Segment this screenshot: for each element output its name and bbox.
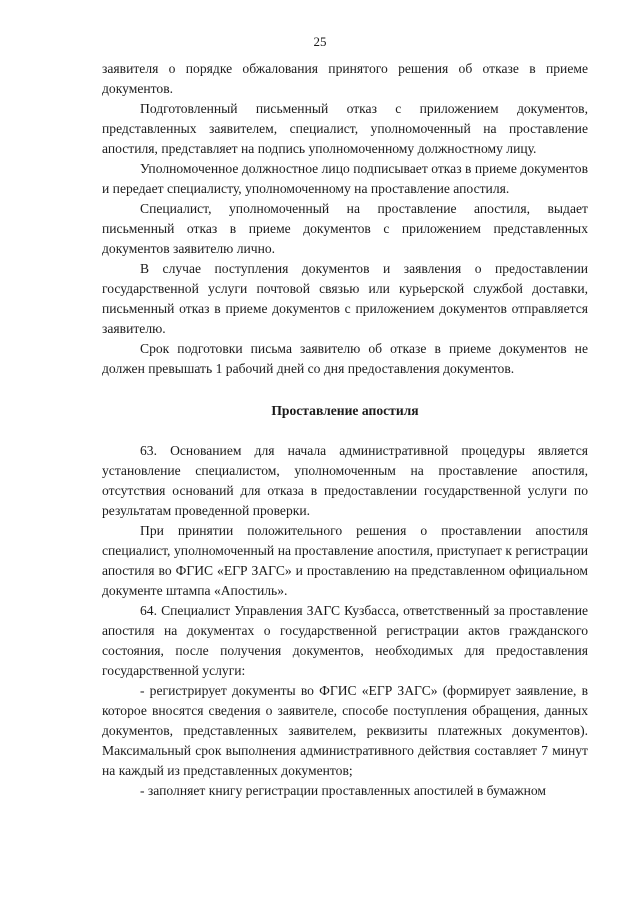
paragraph-refusal-mailed: В случае поступления документов и заявления о предоставлении государственной услуги почтовой связью или курьерской службой доставки, письменный отказ в приеме документов с приложением документов отправляется заявителю. [102,261,588,336]
paragraph-refusal-issued: Специалист, уполномоченный на проставление апостиля, выдает письменный отказ в приеме документов с приложением представленных документов заявителю лично. [102,201,588,256]
document-body [102,59,588,801]
list-item-registration: - регистрирует документы во ФГИС «ЕГР ЗАГС» (формирует заявление, в которое вносятся сведения о заявителе, способе поступления обращения, данных документов, представленных заявителем, реквизиты платежных документов). Максимальный срок выполнения административного действия составляет 7 минут на каждый из представленных документов; [102,683,588,778]
section-heading: Проставление апостиля [271,403,419,418]
paragraph-refusal-deadline: Срок подготовки письма заявителю об отказе в приеме документов не должен превышать 1 рабочий дней со дня предоставления документов. [102,341,588,376]
paragraph-appeal-procedure: заявителя о порядке обжалования принятого решения об отказе в приеме документов. [102,61,588,96]
paragraph-refusal-prepared: Подготовленный письменный отказ с приложением документов, представленных заявителем, специалист, уполномоченный на проставление апостиля, представляет на подпись уполномоченному должностному лицу. [102,101,588,156]
paragraph-positive-decision: При принятии положительного решения о проставлении апостиля специалист, уполномоченный на проставление апостиля, приступает к регистрации апостиля во ФГИС «ЕГР ЗАГС» и проставлению на представленном официальном документе штампа «Апостиль». [102,523,588,598]
paragraph-64: 64. Специалист Управления ЗАГС Кузбасса, ответственный за проставление апостиля на документах о государственной регистрации актов гражданского состояния, после получения документов, необходимых для предоставления государственной услуги: [102,603,588,678]
list-item-register-book: - заполняет книгу регистрации проставленных апостилей в бумажном [140,783,547,798]
page-number: 25 [313,34,327,49]
paragraph-63: 63. Основанием для начала административной процедуры является установление специалистом, уполномоченным на проставление апостиля, отсутствия оснований для отказа в предоставлении государственной услуги по результатам проведенной проверки. [102,443,588,518]
paragraph-refusal-signed: Уполномоченное должностное лицо подписывает отказ в приеме документов и передает специалисту, уполномоченному на проставление апостиля. [102,161,588,196]
